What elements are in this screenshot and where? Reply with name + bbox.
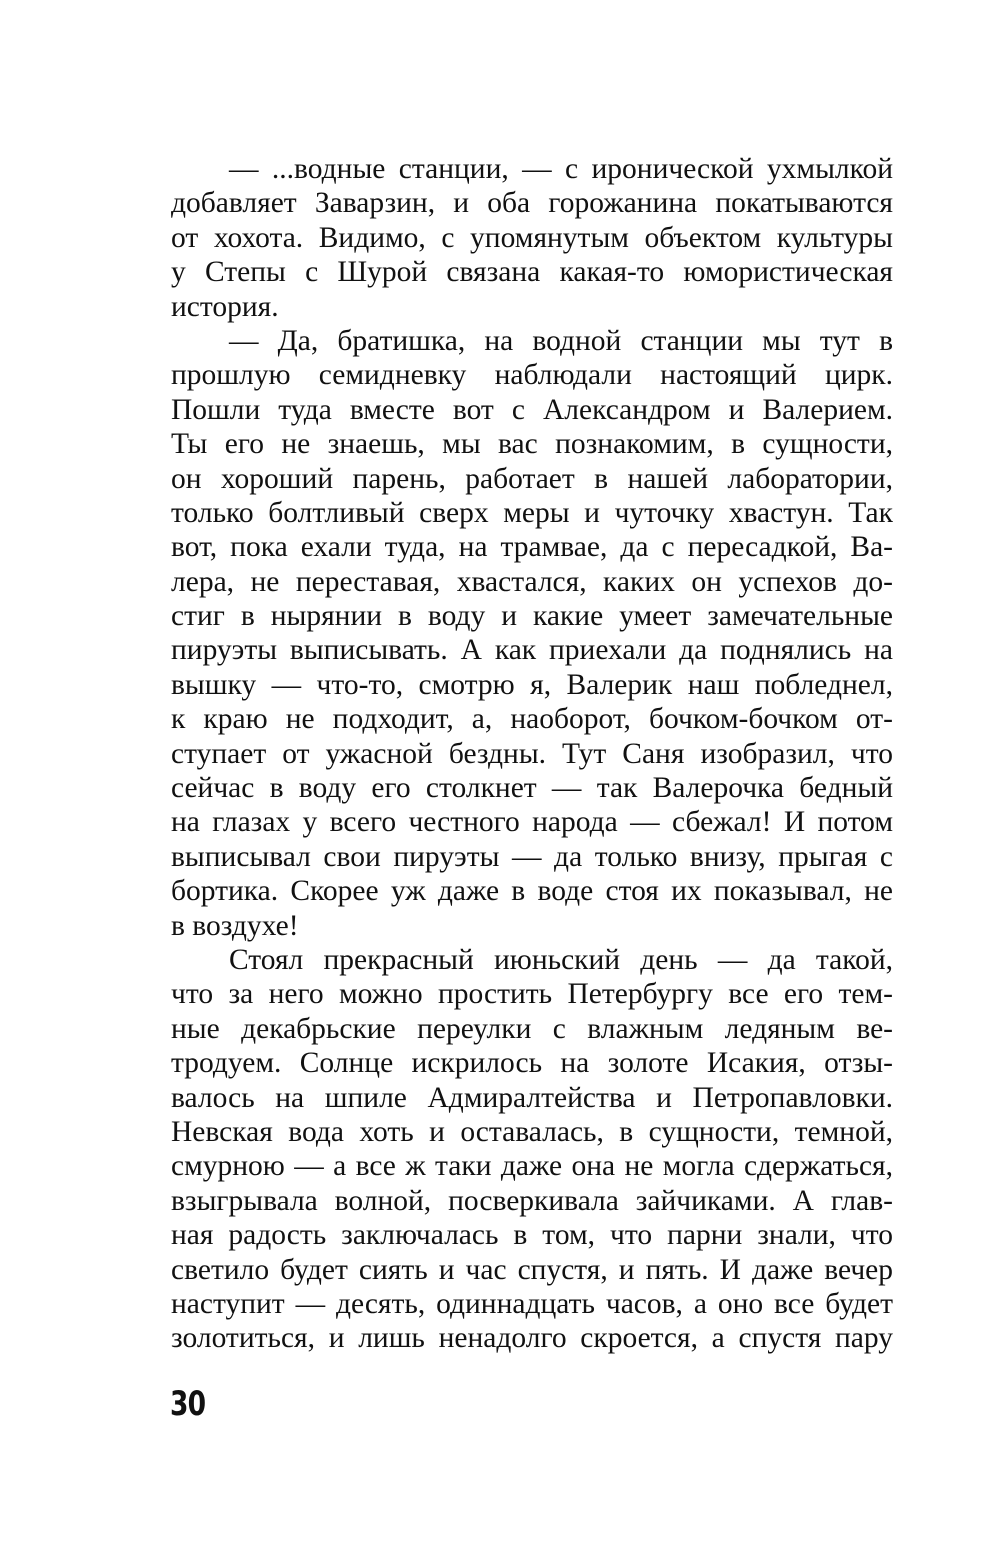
text-line: лера, не переставая, хвастался, каких он успехов до- — [171, 565, 893, 598]
text-line: что за него можно простить Петербургу все его тем- — [171, 978, 893, 1011]
text-line: ные декабрьские переулки с влажным ледяным ве- — [171, 1012, 893, 1045]
text-line: валось на шпиле Адмиралтейства и Петропавловки. — [171, 1081, 893, 1114]
text-line: золотиться, и лишь ненадолго скроется, а спустя пару — [171, 1322, 893, 1355]
text-line: к краю не подходит, а, наоборот, бочком-бочком от- — [171, 703, 893, 736]
text-line: только болтливый сверх меры и чуточку хвастун. Так — [171, 496, 893, 529]
text-line: пируэты выписывать. А как приехали да поднялись на — [171, 634, 893, 667]
text-line: смурною — а все ж таки даже она не могла сдержаться, — [171, 1150, 893, 1183]
text-line: — ...водные станции, — с иронической ухмылкой — [229, 153, 893, 185]
text-line: бортика. Скорее уж даже в воде стоя их показывал, не — [171, 875, 893, 908]
text-line: тродуем. Солнце искрилось на золоте Исакия, отзы- — [171, 1047, 893, 1080]
text-line: взыгрывала волной, посверкивала зайчиками. А глав- — [171, 1184, 893, 1217]
text-line: история. — [171, 290, 279, 323]
book-page-text — [171, 152, 893, 1356]
text-line: Пошли туда вместе вот с Александром и Валерием. — [171, 393, 893, 426]
text-line: в воздухе! — [171, 909, 299, 942]
text-line: Стоял прекрасный июньский день — да такой, — [229, 943, 893, 976]
text-line: от хохота. Видимо, с упомянутым объектом культуры — [171, 221, 893, 254]
text-line: вышку — что-то, смотрю я, Валерик наш побледнел, — [171, 668, 893, 701]
text-line: — Да, братишка, на водной станции мы тут в — [229, 324, 893, 357]
text-line: светило будет сиять и час спустя, и пять. И даже вечер — [171, 1253, 893, 1286]
text-line: ступает от ужасной бездны. Тут Саня изобразил, что — [171, 737, 893, 770]
text-line: прошлую семидневку наблюдали настоящий цирк. — [171, 359, 893, 392]
text-line: сейчас в воду его столкнет — так Валерочка бедный — [171, 772, 893, 805]
text-line: на глазах у всего честного народа — сбежал! И потом — [171, 806, 893, 839]
text-line: стиг в нырянии в воду и какие умеет замечательные — [171, 600, 893, 633]
page-number: 30 — [170, 1384, 206, 1424]
text-line: Невская вода хоть и оставалась, в сущности, темной, — [171, 1115, 893, 1148]
text-line: Ты его не знаешь, мы вас познакомим, в сущности, — [171, 428, 893, 461]
text-line: он хороший парень, работает в нашей лаборатории, — [171, 462, 893, 495]
text-line: наступит — десять, одиннадцать часов, а оно все будет — [171, 1287, 893, 1320]
text-line: ная радость заключалась в том, что парни знали, что — [171, 1219, 893, 1252]
text-line: у Степы с Шурой связана какая-то юмористическая — [171, 256, 893, 289]
text-line: выписывал свои пируэты — да только внизу, прыгая с — [171, 840, 893, 873]
text-line: добавляет Заварзин, и оба горожанина покатываются — [171, 187, 893, 220]
text-line: вот, пока ехали туда, на трамвае, да с пересадкой, Ва- — [171, 531, 893, 564]
